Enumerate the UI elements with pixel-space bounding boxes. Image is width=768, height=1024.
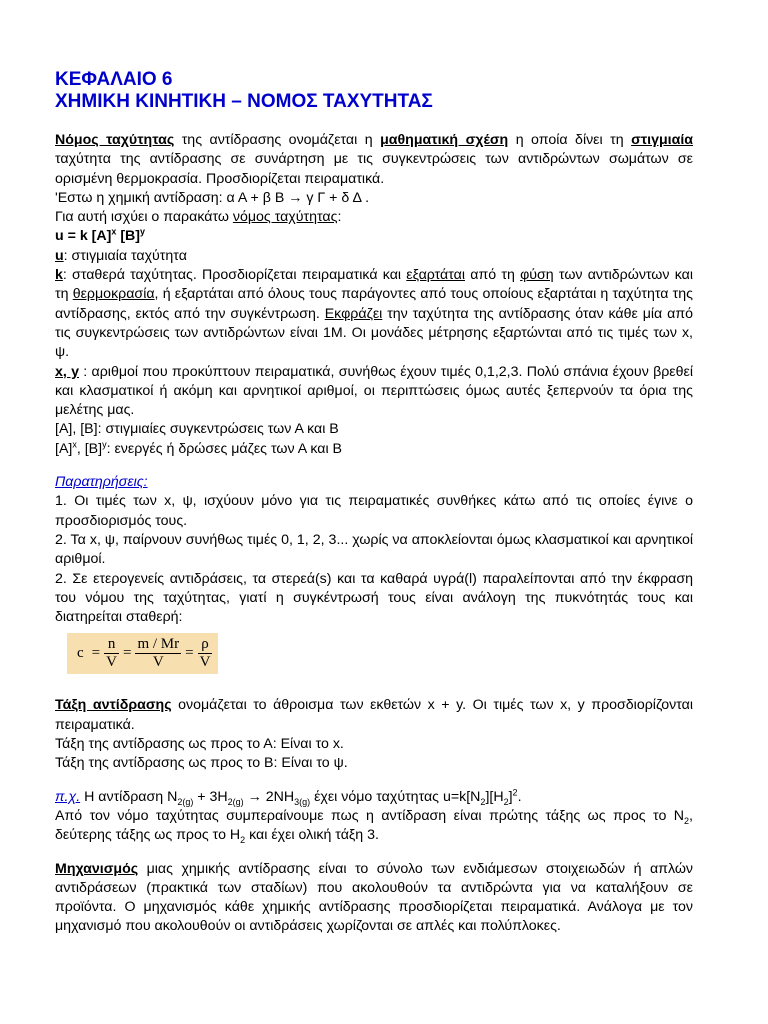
term-instant: στιγμιαία: [631, 132, 693, 148]
note-1: 1. Οι τιμές των x, ψ, ισχύουν μόνο για τις πειραματικές συνθήκες κάτω από τις οποίες έγινε ο προσδιορισμός τους.: [55, 493, 693, 529]
note-2: 2. Τα x, ψ, παίρνουν συνήθως τιμές 0, 1, 2, 3... χωρίς να αποκλείονται όμως κλασματικοί και αρνητικοί αριθμοί.: [55, 531, 693, 568]
document-page: [55, 69, 693, 937]
intro-paragraph: Νόμος ταχύτητας της αντίδρασης ονομάζεται η μαθηματική σχέση η οποία δίνει τη στιγμιαία ταχύτητα της αντίδρασης σε συνάρτηση με τις συγκεντρώσεις των αντιδρώντων σωμάτων σε ορισμένη θερμοκρασία. Προσδιορίζεται πειραματικά.: [55, 132, 693, 187]
notes-title: Παρατηρήσεις:: [55, 474, 148, 491]
note-3: 2. Σε ετερογενείς αντιδράσεις, τα στερεά(s) και τα καθαρά υγρά(l) παραλείπονται από την έκφραση του νόμου της ταχύτητας, γιατί η συγκέντρωσή τους είναι ανάλογη της πυκνότητάς τους και διατηρείται σταθερή:: [55, 570, 693, 626]
example-conclusion: Από τον νόμο ταχύτητας συμπεραίνουμε πως η αντίδραση είναι πρώτης τάξης ως προς το $N_2$, δεύτερης τάξης ως προς το $H_2$ και έχει ολική τάξη 3.: [55, 807, 693, 846]
rate-law-link: νόμος ταχύτητας: [232, 209, 338, 226]
order-paragraph: Τάξη αντίδρασης ονομάζεται το άθροισμα των εκθετών x + y. Οι τιμές των x, y προσδιορίζονται πειραματικά.: [55, 697, 693, 733]
def-xy: x, y : αριθμοί που προκύπτουν πειραματικά, συνήθως έχουν τιμές 0,1,2,3. Πολύ σπάνια έχουν βρεθεί και κλασματικοί ή ακόμη και αρνητικοί αριθμοί, οι περιπτώσεις όμως αυτές ξεπερνούν τα όρια της μελέτης μας.: [55, 363, 693, 419]
reaction-line: 'Εστω η χημική αντίδραση: α Α + β Β → γ Γ + δ Δ .: [55, 189, 370, 206]
def-k: k: σταθερά ταχύτητας. Προσδιορίζεται πειραματικά και εξαρτάται από τη φύση των αντιδρώντων και τη θερμοκρασία, ή εξαρτάται από όλους τους παράγοντες από τους οποίους εξαρτάται η ταχύτητα της αντίδρασης, εκτός από την συγκέντρωση. Εκφράζει την ταχύτητα της αντίδρασης όταν κάθε μία από τις συγκεντρώσεις των αντιδρώντων είναι 1M. Οι μονάδες μέτρησης εξαρτώνται από τις τιμές των x, ψ.: [55, 267, 693, 361]
chapter-subtitle: ΧΗΜΙΚΗ ΚΙΝΗΤΙΚΗ – ΝΟΜΟΣ ΤΑΧΥΤΗΤΑΣ: [55, 91, 433, 112]
order-b: Τάξη της αντίδρασης ως προς το Β: Είναι το ψ.: [55, 755, 348, 772]
rate-law-formula: u = k $[A]^x$ $[B]^y$: [55, 226, 146, 245]
mechanism-paragraph: Μηχανισμός μιας χημικής αντίδρασης είναι το σύνολο των ενδιάμεσων στοιχειωδών ή απλών αντιδράσεων (πρακτικά των σταδίων) που ακολουθούν τα αντιδρώντα για να καταλήξουν σε προϊόντα. Ο μηχανισμός κάθε χημικής αντίδρασης προσδιορίζεται πειραματικά. Ανάλογα με τον μηχανισμό που ακολουθούν οι αντιδράσεις χωρίζονται σε απλές και πολύπλοκες.: [55, 860, 693, 935]
def-abxy: $[A]^x$, $[B]^y$: ενεργές ή δρώσες μάζες των Α και Β: [55, 439, 342, 457]
law-lead: Για αυτή ισχύει ο παρακάτω νόμος ταχύτητας:: [55, 209, 342, 226]
chapter-title: ΚΕΦΑΛΑΙΟ 6: [55, 69, 173, 90]
term-math-relation: μαθηματική σχέση: [380, 132, 509, 148]
concentration-formula: c = $\frac{n}{V}$ = $\frac{m / Mr}{V}$ = $\frac{\rho}{V}$: [67, 633, 218, 674]
example-line: π.χ. Η αντίδραση $N_{2(g)} + 3H_{2(g)} \to 2NH_{3(g)}$ έχει νόμο ταχύτητας $u=k[N_2][H_2]^2$.: [55, 786, 522, 807]
term-reaction-order: Τάξη αντίδρασης: [55, 697, 172, 714]
term-mechanism: Μηχανισμός: [55, 860, 139, 877]
order-a: Τάξη της αντίδρασης ως προς το Α: Είναι το x.: [55, 736, 344, 753]
def-u: u: στιγμιαία ταχύτητα: [55, 247, 187, 264]
def-ab: [A], [B]: στιγμιαίες συγκεντρώσεις των Α και Β: [55, 421, 339, 438]
term-rate-law: Νόμος ταχύτητας: [55, 132, 175, 148]
